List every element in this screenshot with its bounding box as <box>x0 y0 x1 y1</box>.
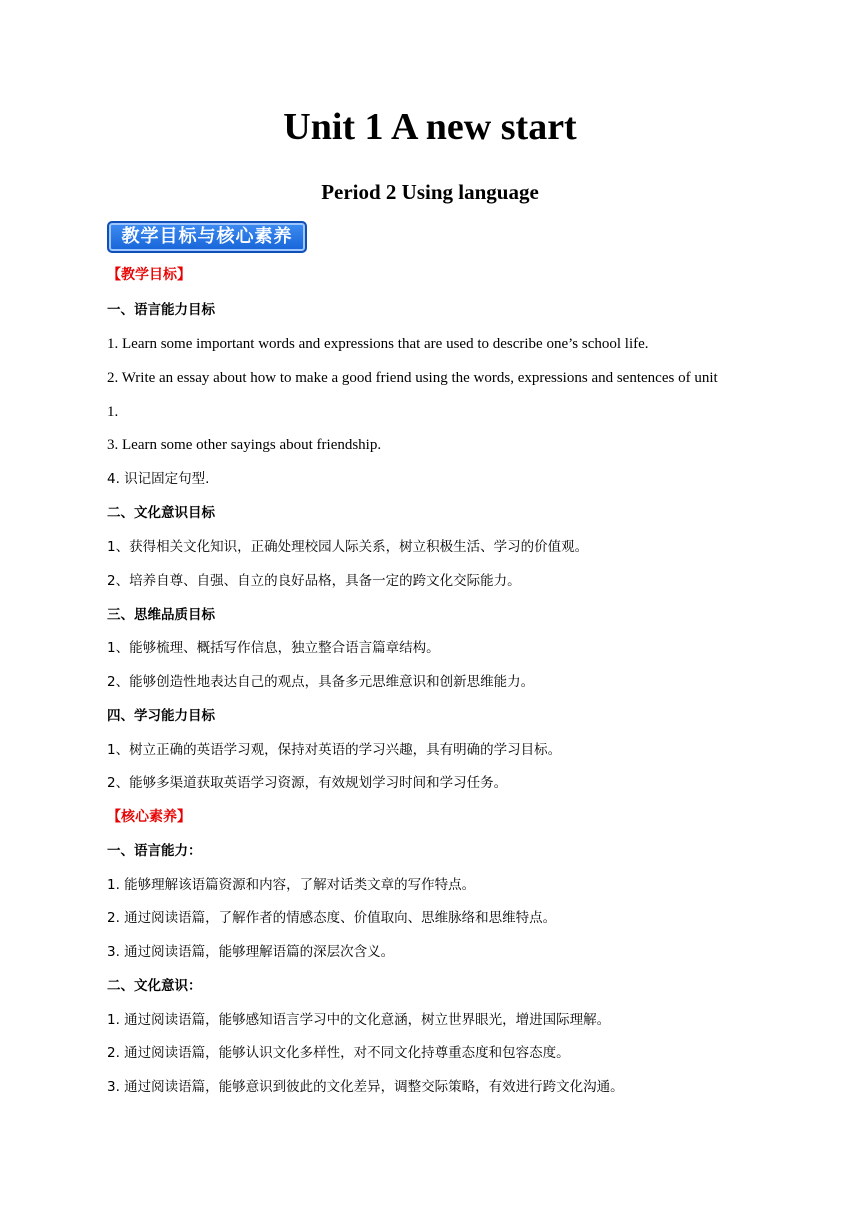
list-item: 1、能够梳理、概括写作信息，独立整合语言篇章结构。 <box>107 640 440 656</box>
document-title: Unit 1 A new start <box>283 106 577 148</box>
list-item: 2、能够多渠道获取英语学习资源，有效规划学习时间和学习任务。 <box>107 775 508 791</box>
list-item: 3. Learn some other sayings about friendship. <box>107 437 382 453</box>
list-item: 3. 通过阅读语篇，能够理解语篇的深层次含义。 <box>107 944 395 960</box>
list-item: 1. <box>107 404 119 420</box>
document-subtitle: Period 2 Using language <box>321 180 539 204</box>
thinking-goals-heading: 三、思维品质目标 <box>107 607 215 623</box>
teaching-goals-heading: 【教学目标】 <box>107 267 191 283</box>
list-item: 3. 通过阅读语篇，能够意识到彼此的文化差异，调整交际策略，有效进行跨文化沟通。 <box>107 1079 624 1095</box>
list-item: 1、树立正确的英语学习观，保持对英语的学习兴趣，具有明确的学习目标。 <box>107 742 562 758</box>
list-item: 1. 通过阅读语篇，能够感知语言学习中的文化意涵，树立世界眼光，增进国际理解。 <box>107 1012 611 1028</box>
language-goals-heading: 一、语言能力目标 <box>107 302 215 318</box>
list-item: 2. 通过阅读语篇，了解作者的情感态度、价值取向、思维脉络和思维特点。 <box>107 910 557 926</box>
list-item: 2. Write an essay about how to make a good friend using the words, expressions and sentences of unit <box>107 370 718 386</box>
learning-goals-heading: 四、学习能力目标 <box>107 708 215 724</box>
list-item: 1. 能够理解该语篇资源和内容，了解对话类文章的写作特点。 <box>107 877 476 893</box>
list-item: 2、培养自尊、自强、自立的良好品格，具备一定的跨文化交际能力。 <box>107 573 521 589</box>
core-literacy-heading: 【核心素养】 <box>107 809 191 825</box>
section-banner: 教学目标与核心素养 <box>107 221 307 253</box>
list-item: 1. Learn some important words and expressions that are used to describe one’s school life. <box>107 336 649 352</box>
culture-goals-heading: 二、文化意识目标 <box>107 505 215 521</box>
culture-awareness-heading: 二、文化意识： <box>107 978 202 994</box>
list-item: 2、能够创造性地表达自己的观点，具备多元思维意识和创新思维能力。 <box>107 674 535 690</box>
list-item: 2. 通过阅读语篇，能够认识文化多样性，对不同文化持尊重态度和包容态度。 <box>107 1045 570 1061</box>
list-item: 4. 识记固定句型. <box>107 471 210 487</box>
list-item: 1、获得相关文化知识，正确处理校园人际关系，树立积极生活、学习的价值观。 <box>107 539 589 555</box>
language-ability-heading: 一、语言能力： <box>107 843 202 859</box>
